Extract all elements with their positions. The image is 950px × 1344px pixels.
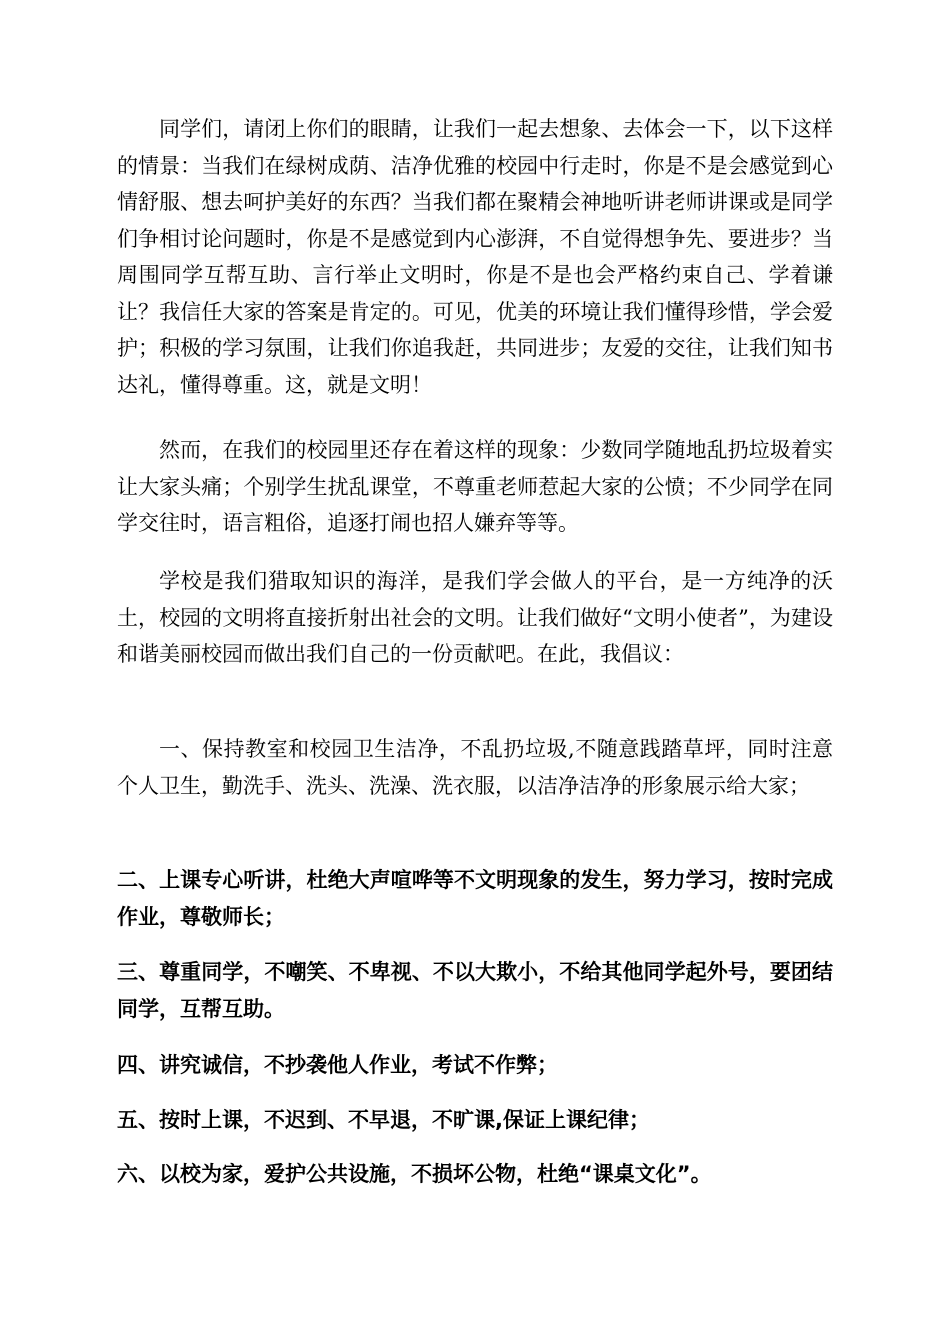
bold-item-three: 三、尊重同学，不嘲笑、不卑视、不以大欺小，不给其他同学起外号，要团结同学，互帮互助。: [117, 960, 833, 1021]
bold-item-four: 四、讲究诚信，不抄袭他人作业，考试不作弊；: [117, 1053, 558, 1077]
paragraph-civility-scenes: 同学们，请闭上你们的眼睛，让我们一起去想象、去体会一下，以下这样的情景：当我们在绿树成荫、洁净优雅的校园中行走时，你是不是会感觉到心情舒服、想去呵护美好的东西？当我们都在聚精会神地听讲老师讲课或是同学们争相讨论问题时，你是不是感觉到内心澎湃，不自觉得想争先、要进步？当周围同学互帮互助、言行举止文明时，你是不是也会严格约束自己、学着谦让？我信任大家的答案是肯定的。可见，优美的环境让我们懂得珍惜，学会爱护；积极的学习氛围，让我们你追我赶，共同进步；友爱的交往，让我们知书达礼，懂得尊重。这，就是文明！: [117, 117, 833, 397]
bold-item-five: 五、按时上课，不迟到、不早退，不旷课,保证上课纪律；: [117, 1108, 650, 1132]
paragraph-problems: 然而，在我们的校园里还存在着这样的现象：少数同学随地乱扔垃圾着实让大家头痛；个别学生扰乱课堂，不尊重老师惹起大家的公愤；不少同学在同学交往时，语言粗俗，追逐打闹也招人嫌弃等等。: [117, 438, 833, 535]
paragraph-item-one: 一、保持教室和校园卫生洁净，不乱扔垃圾,不随意践踏草坪，同时注意个人卫生，勤洗手、洗头、洗澡、洗衣服，以洁净洁净的形象展示给大家；: [117, 737, 833, 798]
bold-item-six: 六、以校为家，爱护公共设施，不损坏公物，杜绝“课桌文化”。: [117, 1162, 712, 1186]
bold-item-two: 二、上课专心听讲，杜绝大声喧哗等不文明现象的发生，努力学习，按时完成作业，尊敬师长；: [117, 868, 833, 929]
paragraph-proposal-intro: 学校是我们猎取知识的海洋，是我们学会做人的平台，是一方纯净的沃土，校园的文明将直接折射出社会的文明。让我们做好“文明小使者”，为建设和谐美丽校园而做出我们自己的一份贡献吧。在此，我倡议：: [117, 569, 833, 666]
